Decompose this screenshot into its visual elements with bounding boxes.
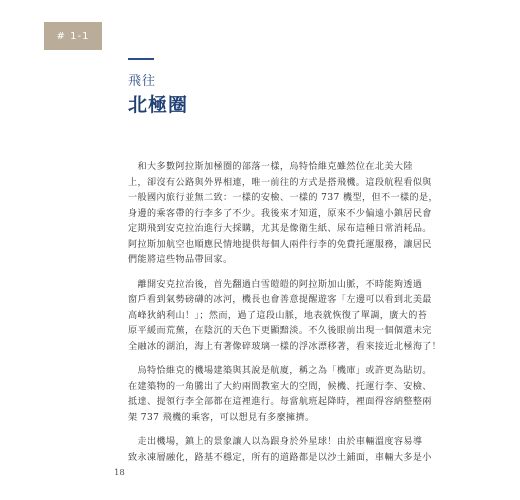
paragraph <box>128 160 438 269</box>
text-line: 致永凍層融化，路基不穩定，所有的道路都是以沙土鋪面，車輛大多是小 <box>128 452 432 463</box>
paragraph <box>128 364 432 426</box>
text-line: 架 737 飛機的乘客，可以想見有多麼擁擠。 <box>128 412 315 423</box>
text-line: 和大多數阿拉斯加極圈的部落一樣，烏特恰維克雖然位在北美大陸 <box>128 162 413 172</box>
text-line: 定期飛到安克拉治進行大採購，尤其是像衛生紙、尿布這種日常消耗品。 <box>128 224 432 234</box>
text-line: 身邊的乘客帶的行李多了不少。我後來才知道，原來不少偏遠小鎮居民會 <box>128 208 432 219</box>
text-line: 阿拉斯加航空也順應民情地提供每個人兩件行李的免費托運服務，讓居民 <box>128 239 432 250</box>
text-line: 窗戶看到氣勢磅礴的冰河，機長也會善意提醒遊客「左邊可以看到北美最 <box>128 295 432 305</box>
text-line: 烏特恰維克的機場建築與其說是航廈，稱之為「機庫」或許更為貼切。 <box>128 366 432 376</box>
text-line: 全融冰的湖泊，海上有著像碎玻璃一樣的浮冰漂移著，看來接近北極海了！ <box>128 341 442 352</box>
chapter-subtitle: 飛往 <box>128 74 157 89</box>
text-line: 抵達、提領行李全部都在這裡進行。每當航班起降時，裡面得容納整整兩 <box>128 397 432 407</box>
text-line: 一般國內旅行並無二致：一樣的安檢、一樣的 737 機型，但不一樣的是， <box>128 193 438 203</box>
chapter-title: 北極圈 <box>128 94 189 116</box>
text-line: 們能將這些物品帶回家。 <box>128 255 233 265</box>
text-line: 走出機場，鎮上的景象讓人以為跟身於外星球！由於車輛溫度容易導 <box>128 437 423 447</box>
text-line: 在建築物的一角騰出了大約兩間教室大的空間，候機、托運行李、安檢、 <box>128 381 432 392</box>
text-line: 高峰狄納利山！」；然而，過了這段山脈，地表就恢復了單調，廣大的苔 <box>128 310 428 321</box>
paragraph <box>128 435 432 466</box>
text-line: 離開安克拉治後，首先翻過白雪皚皚的阿拉斯加山脈，不時能夠透過 <box>128 279 423 290</box>
text-line: 上，卻沒有公路與外界相連，唯一前往的方式是搭飛機。這段航程看似與 <box>128 177 432 188</box>
text-line: 原平緩而荒蕪，在陰沉的天色下更顯黯淡。不久後眼前出現一個個還未完 <box>128 326 432 336</box>
paragraph <box>128 278 442 356</box>
body-text <box>128 160 442 475</box>
page-number: 18 <box>114 468 125 478</box>
section-tab: # 1-1 <box>44 22 102 50</box>
title-rule <box>128 58 154 60</box>
